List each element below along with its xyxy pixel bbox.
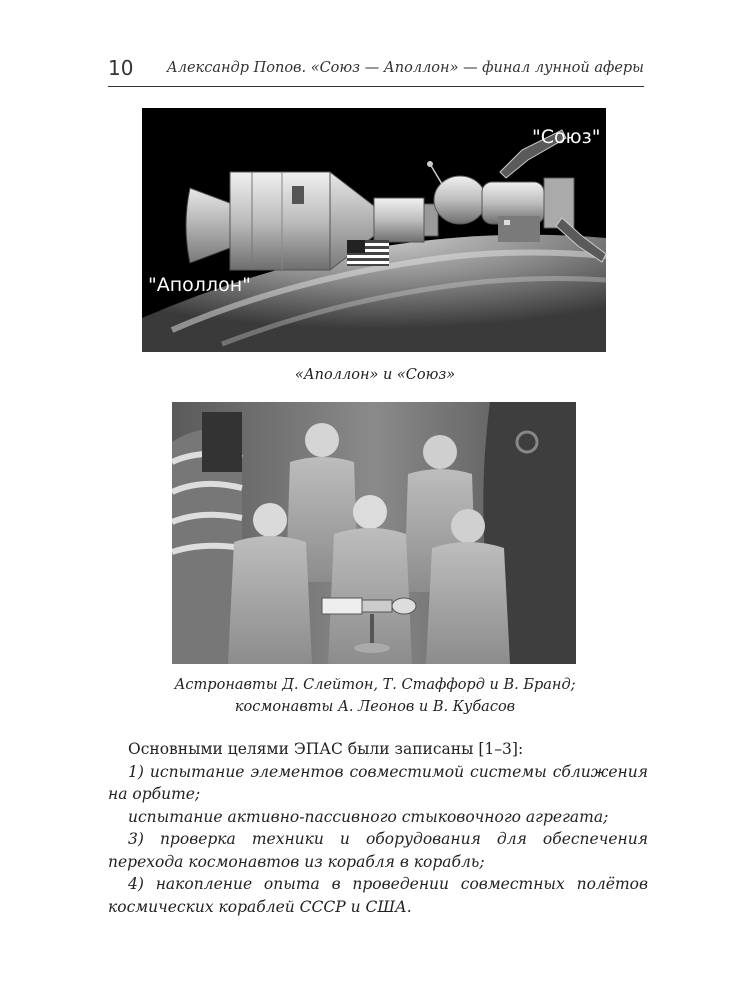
- soviet-flag-icon: [498, 216, 540, 242]
- body-text: [108, 738, 648, 918]
- page-number: 10: [108, 56, 134, 80]
- running-title: Александр Попов. «Союз — Аполлон» — финал лунной аферы: [166, 60, 644, 76]
- apollo-label: "Аполлон": [148, 274, 251, 296]
- soyuz-label: "Союз": [532, 126, 601, 148]
- figure2-caption-line2: космонавты А. Леонов и В. Кубасов: [234, 699, 516, 715]
- figure2-caption: [110, 674, 640, 718]
- figure-apollo-soyuz: [142, 108, 606, 352]
- goal-item-2: испытание активно-пассивного стыковочного агрегата;: [128, 807, 609, 826]
- goal-item-3: 3) проверка техники и оборудования для обеспечения перехода космонавтов из корабля в корабль;: [108, 830, 648, 871]
- figure2-caption-line1: Астронавты Д. Слейтон, Т. Стаффорд и В. Бранд;: [174, 677, 576, 693]
- crew-photo: [172, 402, 576, 664]
- goal-item-4: 4) накопление опыта в проведении совместных полётов космических кораблей СССР и США.: [108, 875, 648, 916]
- body-intro: Основными целями ЭПАС были записаны [1–3]:: [128, 740, 524, 758]
- running-header: [108, 56, 644, 87]
- us-flag-icon: [347, 240, 389, 266]
- figure1-caption: «Аполлон» и «Союз»: [294, 367, 456, 383]
- goal-item-1: 1) испытание элементов совместимой системы сближения на орбите;: [108, 762, 648, 803]
- docking-module: [374, 198, 424, 242]
- apollo-service-module: [230, 172, 330, 270]
- figure-crew-photo: [172, 402, 576, 664]
